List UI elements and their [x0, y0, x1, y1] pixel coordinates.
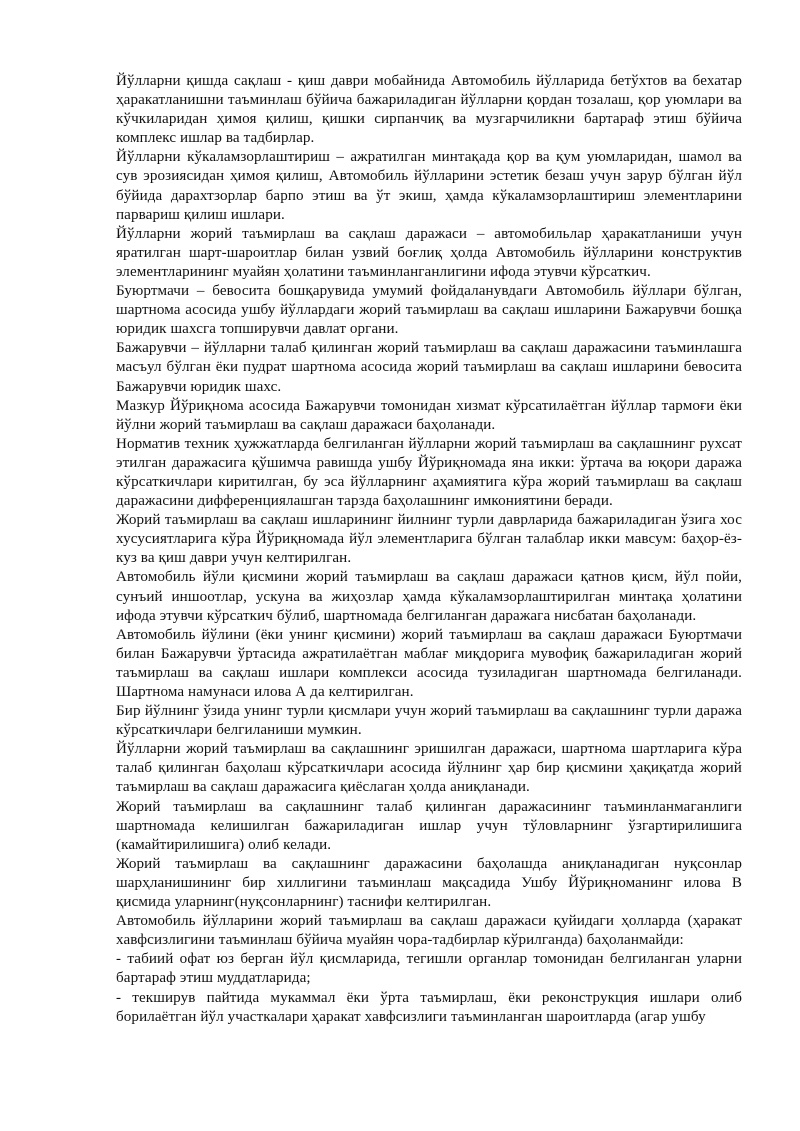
paragraph-road-section-level: Автомобиль йўли қисмини жорий таъмирлаш ва сақлаш даражаси қатнов қисм, йўл пойи, сунъий иншоотлар, ускуна ва жиҳозлар ҳамда кўкаламзорлаштирилган минтақа ҳолатини ифода этувчи кўрсаткич бўлиб, шартномада белгиланган даражага нисбатан баҳоланади.	[116, 569, 742, 624]
paragraph-contractor: Бажарувчи – йўлларни талаб қилинган жорий таъмирлаш ва сақлаш даражасини таъминлашга масъул бўлган ёки пудрат шартнома асосида жорий таъмирлаш ва сақлаш ишларини бевосита Бажарувчи юридик шахс.	[116, 340, 742, 395]
paragraph-seasons: Жорий таъмирлаш ва сақлаш ишларининг йилнинг турли даврларида бажариладиган ўзига хос хусусиятларига кўра Йўриқномада йўл элементларига бўлган талаблар икки мавсум: баҳор-ёз-куз ва қиш даври учун келтирилган.	[116, 512, 742, 567]
paragraph-normative-levels: Норматив техник ҳужжатларда белгиланган йўлларни жорий таъмирлаш ва сақлашнинг рухсат этилган даражасига қўшимча равишда ушбу Йўриқномада яна икки: ўртача ва юқори даража кўрсаткичлари киритилган, бу эса йўлларнинг аҳамиятига кўра жорий таъмирлаш ва сақлаш даражасини дифференциялашган тарзда баҳолашнинг имкониятини беради.	[116, 435, 742, 510]
paragraph-winter-maintenance: Йўлларни қишда сақлаш - қиш даври мобайнида Автомобиль йўлларида бетўхтов ва бехатар ҳаракатланишни таъминлаш бўйича бажариладиган йўлларни қордан тозалаш, қор уюмлари ва кўчкиларидан ҳимоя қилиш, қишки сирпанчиқ ва музгарчиликни бартараф этиш бўйича комплекс ишлар ва тадбирлар.	[116, 73, 742, 147]
list-item-natural-disaster: - табиий офат юз берган йўл қисмларида, тегишли органлар томонидан белгиланган уларни бартараф этиш муддатларида;	[116, 951, 742, 987]
paragraph-maintenance-level: Йўлларни жорий таъмирлаш ва сақлаш даражаси – автомобильлар ҳаракатланиши учун яратилган шарт-шароитлар билан узвий боғлиқ ҳолда Автомобиль йўлларини конструктив элементларининг муайян ҳолатини таъминланганлигини ифода этувчи кўрсаткич.	[116, 225, 742, 280]
paragraph-assessment-basis: Мазкур Йўриқнома асосида Бажарувчи томонидан хизмат кўрсатилаётган йўллар тармоғи ёки йўлни жорий таъмирлаш ва сақлаш даражаси баҳоланади.	[116, 397, 742, 433]
paragraph-not-assessed-intro: Автомобиль йўлларини жорий таъмирлаш ва сақлаш даражаси қуйидаги ҳолларда (ҳаракат хавфсизлигини таъминлаш бўйича муайян чора-тадбирлар кўрилганда) баҳоланмайди:	[116, 913, 742, 949]
paragraph-defect-classification: Жорий таъмирлаш ва сақлашнинг даражасини баҳолашда аниқланадиган нуқсонлар шарҳланишининг бир хиллигини таъминлаш мақсадида Ушбу Йўриқноманинг илова В қисмида уларнинг(нуқсонларнинг) таснифи келтирилган.	[116, 855, 742, 911]
paragraph-payment-change: Жорий таъмирлаш ва сақлашнинг талаб қилинган даражасининг таъминланмаганлиги шартномада келишилган бажариладиган ишлар учун тўловларнинг ўзгартирилишига (камайтирилишига) олиб келади.	[116, 798, 742, 853]
paragraph-landscaping: Йўлларни кўкаламзорлаштириш – ажратилган минтақада қор ва қум уюмларидан, шамол ва сув эрозиясидан ҳимоя қилиш, Автомобиль йўлларини эстетик безаш учун зарур бўлган йўл бўйида дарахтзорлар барпо этиш ва ўт экиш, ҳамда кўкаламзорлаштириш элементларини парвариш қилиш ишлари.	[116, 149, 742, 223]
paragraph-contract-level: Автомобиль йўлини (ёки унинг қисмини) жорий таъмирлаш ва сақлаш даражаси Буюртмачи билан Бажарувчи ўртасида ажратилаётган маблағ миқдорига мувофиқ бажариладиган жорий таъмирлаш ва сақлаш ишлари комплекси асосида тузиладиган шартномада белгиланади. Шартнома намунаси илова А да келтирилган.	[116, 626, 742, 700]
paragraph-achieved-level: Йўлларни жорий таъмирлаш ва сақлашнинг эришилган даражаси, шартнома шартларига кўра талаб қилинган баҳолаш кўрсаткичлари асосида йўлнинг ҳар бир қисмини ҳақиқатда жорий таъмирлаш ва сақлаш даражасига қиёслаган ҳолда аниқланади.	[116, 741, 742, 796]
list-item-repair-in-progress: - текширув пайтида мукаммал ёки ўрта таъмирлаш, ёки реконструкция ишлари олиб борилаётган йўл участкалари ҳаракат хавфсизлиги таъминланган шароитларда (агар ушбу	[116, 989, 742, 1025]
paragraph-different-levels: Бир йўлнинг ўзида унинг турли қисмлари учун жорий таъмирлаш ва сақлашнинг турли даража кўрсаткичлари белгиланиши мумкин.	[116, 703, 742, 739]
paragraph-customer: Буюртмачи – бевосита бошқарувида умумий фойдаланувдаги Автомобиль йўллари бўлган, шартнома асосида ушбу йўллардаги жорий таъмирлаш ва сақлаш ишларини Бажарувчи бошқа юридик шахсга топширувчи давлат органи.	[116, 283, 742, 338]
document-body	[116, 72, 742, 1027]
